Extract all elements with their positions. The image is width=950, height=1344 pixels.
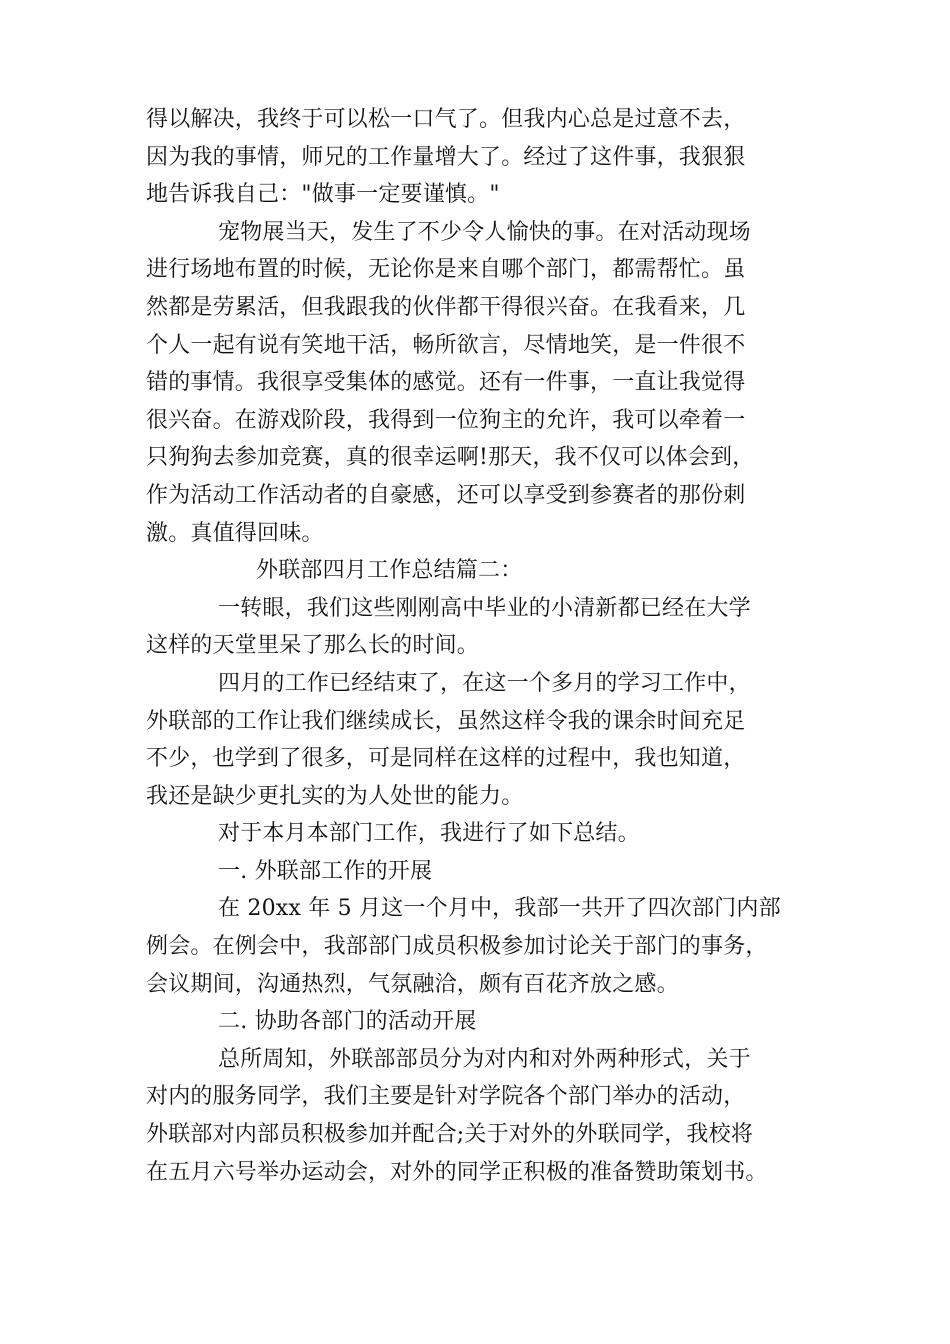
text-line: 对于本月本部门工作，我进行了如下总结。 xyxy=(218,821,640,847)
text-line: 作为活动工作活动者的自豪感，还可以享受到参赛者的那份刺 xyxy=(146,482,746,508)
document-body xyxy=(146,101,806,1191)
text-line: 错的事情。我很享受集体的感觉。还有一件事，一直让我觉得 xyxy=(146,370,746,396)
text-line: 因为我的事情，师兄的工作量增大了。经过了这件事，我狠狠 xyxy=(146,144,746,170)
text-line: 个人一起有说有笑地干活，畅所欲言，尽情地笑，是一件很不 xyxy=(146,332,746,358)
text-line: 很兴奋。在游戏阶段，我得到一位狗主的允许，我可以牵着一 xyxy=(146,407,746,433)
text-line: 四月的工作已经结束了，在这一个多月的学习工作中， xyxy=(218,670,751,696)
text-line: 在五月六号举办运动会，对外的同学正积极的准备赞助策划书。 xyxy=(146,1159,768,1185)
text-line: 一. 外联部工作的开展 xyxy=(218,858,433,884)
text-line: 总所周知，外联部部员分为对内和对外两种形式，关于 xyxy=(218,1046,751,1072)
text-line: 宠物展当天，发生了不少令人愉快的事。在对活动现场 xyxy=(218,219,751,245)
text-line: 外联部的工作让我们继续成长，虽然这样令我的课余时间充足 xyxy=(146,708,746,734)
text-line: 例会。在例会中，我部部门成员积极参加讨论关于部门的事务， xyxy=(146,934,768,960)
text-line: 在 20xx 年 5 月这一个月中，我部一共开了四次部门内部 xyxy=(218,896,781,922)
text-line: 激。真值得回味。 xyxy=(146,520,324,546)
text-line: 进行场地布置的时候，无论你是来自哪个部门，都需帮忙。虽 xyxy=(146,257,746,283)
text-line: 外联部对内部员积极参加并配合;关于对外的外联同学，我校将 xyxy=(146,1122,754,1148)
text-line: 会议期间，沟通热烈，气氛融洽，颇有百花齐放之感。 xyxy=(146,971,679,997)
text-line: 得以解决，我终于可以松一口气了。但我内心总是过意不去， xyxy=(146,107,746,132)
text-line: 一转眼，我们这些刚刚高中毕业的小清新都已经在大学 xyxy=(218,595,751,621)
text-line: 然都是劳累活，但我跟我的伙伴都干得很兴奋。在我看来，几 xyxy=(146,294,746,320)
text-line: 只狗狗去参加竞赛，真的很幸运啊!那天，我不仅可以体会到， xyxy=(146,445,755,471)
text-line: 二. 协助各部门的活动开展 xyxy=(218,1009,477,1035)
text-line: 这样的天堂里呆了那么长的时间。 xyxy=(146,633,480,659)
text-line: 对内的服务同学，我们主要是针对学院各个部门举办的活动， xyxy=(146,1084,746,1110)
section-heading: 外联部四月工作总结篇二： xyxy=(256,558,523,584)
text-line: 我还是缺少更扎实的为人处世的能力。 xyxy=(146,783,524,809)
text-line: 不少，也学到了很多，可是同样在这样的过程中，我也知道， xyxy=(146,746,746,772)
text-line: 地告诉我自己："做事一定要谨慎。" xyxy=(146,182,500,208)
